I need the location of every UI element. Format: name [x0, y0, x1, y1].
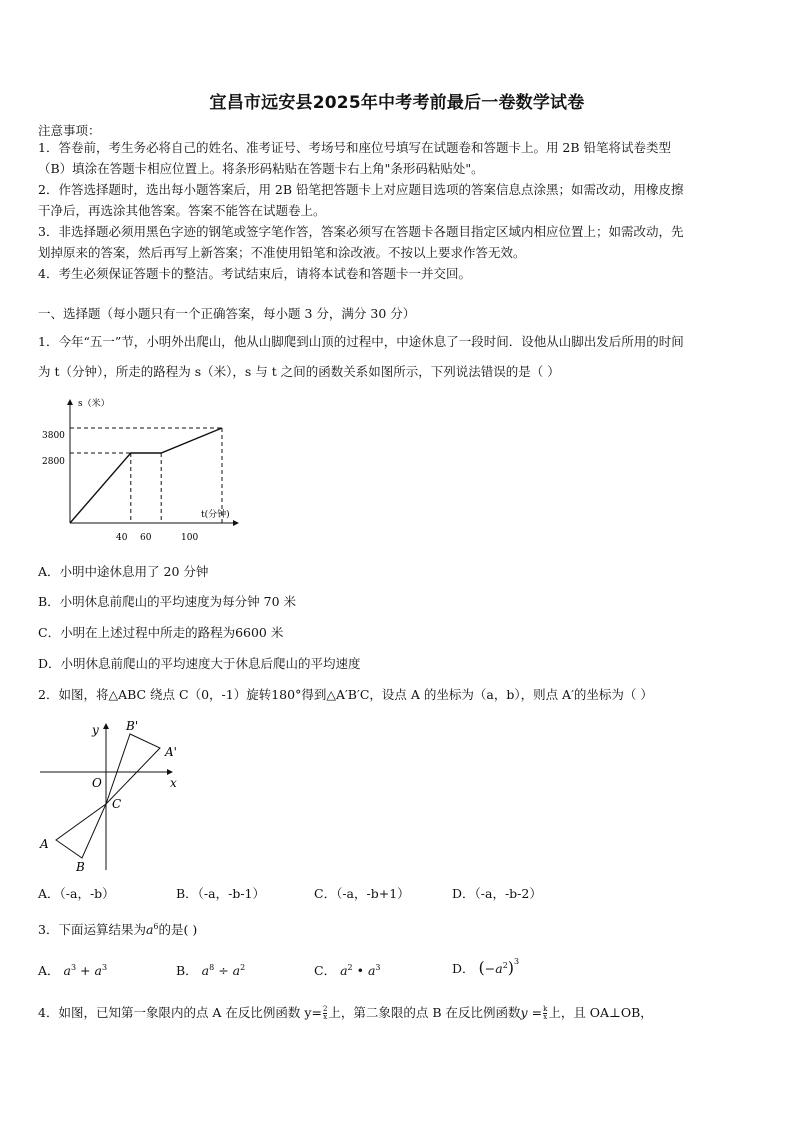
paren-open: (	[478, 958, 485, 977]
q4-text: 上，第二象限的点 B 在反比例函数	[328, 1005, 521, 1020]
fraction	[323, 1006, 327, 1021]
question-1-stem-cont: 为 t（分钟），所走的路程为 s（米），s 与 t 之间的函数关系如图所示，下列说法错误的是（ ）	[38, 364, 560, 379]
q3-stem-exp: 6	[153, 921, 159, 931]
option-label: B．	[176, 963, 198, 978]
notice-line: 划掉原来的答案，然后再写上新答案；不准使用铅笔和涂改液。不按以上要求作答无效。	[38, 245, 526, 260]
label-b: B	[76, 860, 85, 874]
math-operator: •	[356, 963, 364, 978]
fraction-denominator: x	[323, 1013, 328, 1021]
fraction-numerator: 2	[322, 1005, 328, 1013]
graph-xtick: 60	[140, 533, 152, 543]
q2-option-d[interactable]: D．（-a，-b-2）	[452, 886, 542, 901]
q3-option-a[interactable]	[38, 961, 107, 979]
math-base: a	[201, 963, 210, 978]
notice-line: 4．考生必须保证答题卡的整洁。考试结束后，请将本试卷和答题卡一并交回。	[38, 266, 471, 281]
math-exp: 2	[240, 962, 246, 972]
notice-line: （B）填涂在答题卡相应位置上。将条形码粘贴在答题卡右上角"条形码粘贴处"。	[38, 161, 484, 176]
q4-text: 上，且 OA⊥OB，	[548, 1005, 653, 1020]
question-1-stem: 1．今年“五一”节，小明外出爬山，他从山脚爬到山顶的过程中，中途休息了一段时间．设他从山脚出发后所用的时间	[38, 334, 684, 349]
graph-xlabel: t(分钟)	[201, 510, 230, 520]
page-title: 宜昌市远安县2025年中考考前最后一卷数学试卷	[209, 93, 585, 113]
graph-ylabel: s（米）	[78, 399, 110, 409]
notice-line: 1．答卷前，考生务必将自己的姓名、准考证号、考场号和座位号填写在试题卷和答题卡上。用 2B 铅笔将试卷类型	[38, 140, 672, 155]
question-3-stem	[38, 920, 197, 938]
math-exp: 3	[375, 962, 381, 972]
label-y: y	[92, 723, 99, 737]
label-a-prime: A'	[165, 745, 177, 759]
section-heading: 一、选择题（每小题只有一个正确答案，每小题 3 分，满分 30 分）	[38, 306, 416, 321]
q2-option-c[interactable]: C．（-a，-b+1）	[314, 886, 410, 901]
question-2-stem: 2．如图，将△ABC 绕点 C（0，-1）旋转180°得到△A′B′C，设点 A 的坐标为（a，b），则点 A′的坐标为（ ）	[38, 687, 653, 702]
q1-option-a[interactable]: A．小明中途休息用了 20 分钟	[38, 564, 209, 579]
triangle-a1b1c	[106, 734, 160, 804]
q2-option-a[interactable]: A．（-a，-b）	[38, 886, 115, 901]
math-base: a	[94, 963, 102, 978]
q3-option-d[interactable]	[452, 958, 519, 977]
option-label: C．	[314, 963, 337, 978]
q1-option-b[interactable]: B．小明休息前爬山的平均速度为每分钟 70 米	[38, 594, 297, 609]
q1-option-d[interactable]: D．小明休息前爬山的平均速度大于休息后爬山的平均速度	[38, 656, 361, 671]
math-operator: ÷	[218, 963, 229, 978]
graph-xtick: 100	[181, 533, 199, 543]
notice-line: 3．非选择题必须用黑色字迹的钢笔或签字笔作答，答案必须写在答题卡各题目指定区域内相应位置上；如需改动，先	[38, 224, 684, 239]
math-exp: 3	[101, 962, 108, 972]
graph-marks	[70, 428, 222, 523]
notice-heading: 注意事项：	[38, 123, 101, 138]
fraction-numerator: k	[543, 1005, 548, 1013]
notice-line: 干净后，再选涂其他答案。答案不能答在试题卷上。	[38, 203, 326, 218]
fraction	[543, 1006, 547, 1021]
math-expression: y =	[520, 1005, 543, 1020]
option-label: D．	[452, 961, 475, 976]
math-exp: 3	[514, 956, 520, 966]
label-c: C	[112, 797, 122, 811]
paren-close: )	[507, 958, 515, 977]
math-exp: 3	[70, 962, 77, 972]
math-base: a	[63, 963, 71, 978]
option-label: A．	[38, 963, 60, 978]
question-4-stem	[38, 1003, 653, 1021]
math-exp: 2	[502, 960, 508, 970]
math-base: a	[340, 963, 348, 978]
label-x: x	[170, 776, 177, 790]
math-base: −a	[484, 961, 503, 976]
math-base: a	[232, 963, 241, 978]
math-operator: +	[80, 963, 91, 978]
q3-stem-suffix: 的是( )	[158, 922, 198, 937]
q3-stem-base: a	[145, 922, 154, 937]
label-a: A	[40, 837, 49, 851]
q3-option-c[interactable]	[314, 961, 381, 979]
q2-option-b[interactable]: B．（-a，-b-1）	[176, 886, 266, 901]
q4-text: 4．如图，已知第一象限内的点 A 在反比例函数 y=	[38, 1005, 322, 1020]
graph-ytick: 3800	[42, 431, 65, 441]
q3-option-b[interactable]	[176, 961, 245, 979]
label-b-prime: B'	[126, 719, 139, 733]
q1-option-c[interactable]: C．小明在上述过程中所走的路程为6600 米	[38, 625, 284, 640]
graph-line	[70, 428, 222, 523]
graph-xtick: 40	[116, 533, 128, 543]
q3-stem-prefix: 3．下面运算结果为	[38, 922, 146, 937]
label-o: O	[92, 776, 102, 790]
notice-line: 2．作答选择题时，选出每小题答案后，用 2B 铅笔把答题卡上对应题目选项的答案信息点涂黑；如需改动，用橡皮擦	[38, 182, 684, 197]
triangle-abc	[56, 804, 106, 858]
math-base: a	[367, 963, 376, 978]
graph-ytick: 2800	[42, 457, 65, 467]
distance-time-graph	[38, 392, 248, 550]
math-exp: 8	[209, 962, 215, 972]
math-exp: 2	[347, 962, 353, 972]
fraction-denominator: x	[543, 1013, 548, 1021]
rotation-figure	[36, 714, 186, 876]
